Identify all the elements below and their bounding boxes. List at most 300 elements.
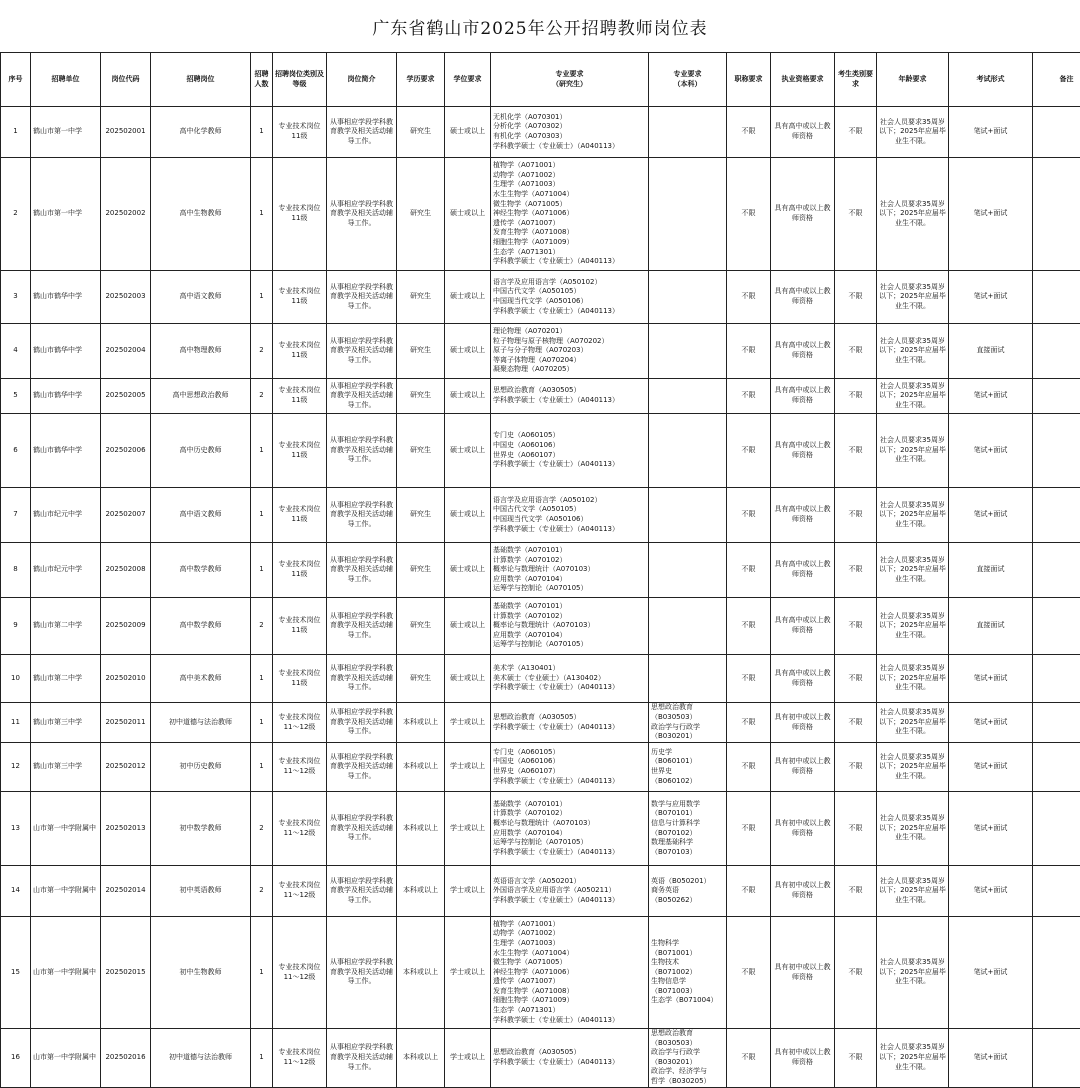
page-title: 广东省鹤山市2025年公开招聘教师岗位表 — [372, 18, 708, 39]
cell-post: 高中思想政治教师 — [151, 379, 251, 414]
cell-major-grad: 基础数学（A070101） 计算数学（A070102） 概率论与数理统计（A070103） 应用数学（A070104） 运筹学与控制论（A070105） 学科教学硕士（专业硕士）（A040113） — [491, 792, 649, 866]
cell-no: 10 — [1, 655, 31, 703]
cell-title-req: 不限 — [727, 324, 771, 379]
cell-intro: 从事相应学段学科教育教学及相关活动辅导工作。 — [327, 107, 397, 158]
cell-level: 专业技术岗位 11级 — [273, 271, 327, 324]
table-row — [1, 158, 1080, 271]
header-col-category: 考生类别要求 — [835, 53, 877, 107]
cell-edu: 研究生 — [397, 107, 445, 158]
cell-exam: 笔试+面试 — [949, 158, 1033, 271]
cell-note — [1033, 543, 1080, 598]
cell-age: 社会人员要求35周岁以下；2025年应届毕业生不限。 — [877, 598, 949, 655]
cell-note — [1033, 917, 1080, 1029]
cell-num: 2 — [251, 792, 273, 866]
cell-category: 不限 — [835, 107, 877, 158]
cell-major-ug — [649, 655, 727, 703]
cell-edu: 本科或以上 — [397, 866, 445, 917]
cell-level: 专业技术岗位 11级 — [273, 324, 327, 379]
cell-level: 专业技术岗位 11级 — [273, 655, 327, 703]
cell-intro: 从事相应学段学科教育教学及相关活动辅导工作。 — [327, 414, 397, 488]
cell-major-ug: 英语（B050201） 商务英语 （B050262） — [649, 866, 727, 917]
cell-category: 不限 — [835, 488, 877, 543]
header-col-level: 招聘岗位类别及等级 — [273, 53, 327, 107]
cell-code: 202502003 — [101, 271, 151, 324]
cell-qual: 具有初中或以上教师资格 — [771, 792, 835, 866]
recruitment-table — [0, 52, 1080, 1088]
cell-exam: 直接面试 — [949, 543, 1033, 598]
cell-level: 专业技术岗位 11级 — [273, 488, 327, 543]
cell-major-ug: 生物科学 （B071001） 生物技术 （B071002） 生物信息学 （B071003） 生态学（B071004） — [649, 917, 727, 1029]
cell-no: 12 — [1, 743, 31, 792]
cell-num: 1 — [251, 917, 273, 1029]
table-row — [1, 866, 1080, 917]
cell-intro: 从事相应学段学科教育教学及相关活动辅导工作。 — [327, 655, 397, 703]
cell-post: 高中语文教师 — [151, 271, 251, 324]
cell-level: 专业技术岗位 11级 — [273, 414, 327, 488]
cell-no: 6 — [1, 414, 31, 488]
cell-exam: 直接面试 — [949, 598, 1033, 655]
cell-age: 社会人员要求35周岁以下；2025年应届毕业生不限。 — [877, 703, 949, 743]
cell-age: 社会人员要求35周岁以下；2025年应届毕业生不限。 — [877, 271, 949, 324]
table-row — [1, 598, 1080, 655]
cell-code: 202502001 — [101, 107, 151, 158]
table-row — [1, 271, 1080, 324]
cell-major-grad: 植物学（A071001） 动物学（A071002） 生理学（A071003） 水生生物学（A071004） 微生物学（A071005） 神经生物学（A071006） 遗传学（A071007） 发育生物学（A071008） 细胞生物学（A071009） 生态学（A071301） 学科教学硕士（专业硕士）（A040113） — [491, 917, 649, 1029]
cell-category: 不限 — [835, 1029, 877, 1088]
cell-intro: 从事相应学段学科教育教学及相关活动辅导工作。 — [327, 792, 397, 866]
cell-degree: 学士或以上 — [445, 917, 491, 1029]
cell-code: 202502002 — [101, 158, 151, 271]
cell-qual: 具有高中或以上教师资格 — [771, 158, 835, 271]
cell-major-ug: 思想政治教育 （B030503） 政治学与行政学 （B030201） 政治学、经济学与 哲学（B030205） — [649, 1029, 727, 1088]
cell-qual: 具有初中或以上教师资格 — [771, 917, 835, 1029]
cell-degree: 硕士或以上 — [445, 107, 491, 158]
header-col-age: 年龄要求 — [877, 53, 949, 107]
cell-major-grad: 思想政治教育（A030505） 学科教学硕士（专业硕士）（A040113） — [491, 703, 649, 743]
cell-major-grad: 基础数学（A070101） 计算数学（A070102） 概率论与数理统计（A070103） 应用数学（A070104） 运筹学与控制论（A070105） — [491, 543, 649, 598]
cell-num: 2 — [251, 379, 273, 414]
table-body — [1, 107, 1080, 1088]
table-row — [1, 543, 1080, 598]
cell-major-ug: 历史学 （B060101） 世界史 （B060102） — [649, 743, 727, 792]
cell-degree: 硕士或以上 — [445, 379, 491, 414]
cell-edu: 研究生 — [397, 324, 445, 379]
cell-qual: 具有高中或以上教师资格 — [771, 414, 835, 488]
cell-major-grad: 理论物理（A070201） 粒子物理与原子核物理（A070202） 原子与分子物理（A070203） 等离子体物理（A070204） 凝聚态物理（A070205） — [491, 324, 649, 379]
cell-unit: 鹤山市第三中学 — [31, 743, 101, 792]
cell-note — [1033, 743, 1080, 792]
cell-level: 专业技术岗位 11级 — [273, 598, 327, 655]
cell-degree: 硕士或以上 — [445, 271, 491, 324]
cell-intro: 从事相应学段学科教育教学及相关活动辅导工作。 — [327, 324, 397, 379]
table-row — [1, 107, 1080, 158]
cell-edu: 研究生 — [397, 379, 445, 414]
cell-note — [1033, 107, 1080, 158]
cell-num: 1 — [251, 1029, 273, 1088]
cell-code: 202502009 — [101, 598, 151, 655]
cell-qual: 具有初中或以上教师资格 — [771, 866, 835, 917]
cell-intro: 从事相应学段学科教育教学及相关活动辅导工作。 — [327, 917, 397, 1029]
cell-title-req: 不限 — [727, 414, 771, 488]
cell-no: 8 — [1, 543, 31, 598]
cell-edu: 研究生 — [397, 414, 445, 488]
cell-age: 社会人员要求35周岁以下；2025年应届毕业生不限。 — [877, 158, 949, 271]
cell-num: 1 — [251, 543, 273, 598]
cell-num: 2 — [251, 866, 273, 917]
cell-no: 13 — [1, 792, 31, 866]
cell-major-ug — [649, 379, 727, 414]
cell-post: 初中生物教师 — [151, 917, 251, 1029]
cell-num: 1 — [251, 488, 273, 543]
cell-no: 7 — [1, 488, 31, 543]
cell-note — [1033, 1029, 1080, 1088]
cell-qual: 具有初中或以上教师资格 — [771, 743, 835, 792]
cell-age: 社会人员要求35周岁以下；2025年应届毕业生不限。 — [877, 379, 949, 414]
header-col-no: 序号 — [1, 53, 31, 107]
cell-code: 202502014 — [101, 866, 151, 917]
cell-intro: 从事相应学段学科教育教学及相关活动辅导工作。 — [327, 158, 397, 271]
cell-major-grad: 专门史（A060105） 中国史（A060106） 世界史（A060107） 学科教学硕士（专业硕士）（A040113） — [491, 414, 649, 488]
cell-category: 不限 — [835, 703, 877, 743]
cell-category: 不限 — [835, 324, 877, 379]
cell-unit: 山市第一中学附属中 — [31, 792, 101, 866]
cell-degree: 硕士或以上 — [445, 414, 491, 488]
cell-post: 高中物理教师 — [151, 324, 251, 379]
cell-level: 专业技术岗位 11级 — [273, 543, 327, 598]
cell-level: 专业技术岗位 11～12级 — [273, 703, 327, 743]
cell-major-grad: 思想政治教育（A030505） 学科教学硕士（专业硕士）（A040113） — [491, 379, 649, 414]
cell-exam: 笔试+面试 — [949, 1029, 1033, 1088]
cell-unit: 鹤山市第二中学 — [31, 598, 101, 655]
cell-qual: 具有高中或以上教师资格 — [771, 324, 835, 379]
cell-degree: 硕士或以上 — [445, 324, 491, 379]
cell-note — [1033, 598, 1080, 655]
cell-degree: 硕士或以上 — [445, 598, 491, 655]
cell-intro: 从事相应学段学科教育教学及相关活动辅导工作。 — [327, 543, 397, 598]
cell-age: 社会人员要求35周岁以下；2025年应届毕业生不限。 — [877, 792, 949, 866]
cell-qual: 具有高中或以上教师资格 — [771, 543, 835, 598]
cell-title-req: 不限 — [727, 271, 771, 324]
cell-title-req: 不限 — [727, 379, 771, 414]
cell-degree: 硕士或以上 — [445, 655, 491, 703]
cell-category: 不限 — [835, 743, 877, 792]
cell-qual: 具有高中或以上教师资格 — [771, 598, 835, 655]
header-col-edu: 学历要求 — [397, 53, 445, 107]
cell-intro: 从事相应学段学科教育教学及相关活动辅导工作。 — [327, 488, 397, 543]
cell-major-grad: 无机化学（A070301） 分析化学（A070302） 有机化学（A070303） 学科教学硕士（专业硕士）（A040113） — [491, 107, 649, 158]
cell-intro: 从事相应学段学科教育教学及相关活动辅导工作。 — [327, 271, 397, 324]
cell-post: 初中英语教师 — [151, 866, 251, 917]
cell-degree: 硕士或以上 — [445, 158, 491, 271]
cell-major-ug: 数学与应用数学 （B070101） 信息与计算科学 （B070102） 数理基础科学 （B070103） — [649, 792, 727, 866]
header-col-exam: 考试形式 — [949, 53, 1033, 107]
cell-qual: 具有高中或以上教师资格 — [771, 655, 835, 703]
cell-major-ug — [649, 324, 727, 379]
table-header-row — [1, 53, 1080, 107]
cell-exam: 笔试+面试 — [949, 655, 1033, 703]
cell-code: 202502016 — [101, 1029, 151, 1088]
cell-major-grad: 植物学（A071001） 动物学（A071002） 生理学（A071003） 水生生物学（A071004） 微生物学（A071005） 神经生物学（A071006） 遗传学（A071007） 发育生物学（A071008） 细胞生物学（A071009） 生态学（A071301） 学科教学硕士（专业硕士）（A040113） — [491, 158, 649, 271]
cell-age: 社会人员要求35周岁以下；2025年应届毕业生不限。 — [877, 866, 949, 917]
cell-title-req: 不限 — [727, 543, 771, 598]
cell-code: 202502011 — [101, 703, 151, 743]
table-row — [1, 743, 1080, 792]
cell-intro: 从事相应学段学科教育教学及相关活动辅导工作。 — [327, 1029, 397, 1088]
cell-category: 不限 — [835, 866, 877, 917]
cell-exam: 笔试+面试 — [949, 379, 1033, 414]
cell-no: 16 — [1, 1029, 31, 1088]
cell-title-req: 不限 — [727, 158, 771, 271]
cell-no: 11 — [1, 703, 31, 743]
cell-num: 2 — [251, 324, 273, 379]
cell-exam: 笔试+面试 — [949, 703, 1033, 743]
cell-degree: 学士或以上 — [445, 1029, 491, 1088]
cell-post: 初中道德与法治教师 — [151, 703, 251, 743]
cell-unit: 山市第一中学附属中 — [31, 866, 101, 917]
cell-num: 1 — [251, 414, 273, 488]
cell-level: 专业技术岗位 11～12级 — [273, 917, 327, 1029]
cell-edu: 本科或以上 — [397, 917, 445, 1029]
cell-degree: 学士或以上 — [445, 792, 491, 866]
cell-edu: 研究生 — [397, 543, 445, 598]
cell-age: 社会人员要求35周岁以下；2025年应届毕业生不限。 — [877, 917, 949, 1029]
cell-level: 专业技术岗位 11级 — [273, 379, 327, 414]
cell-code: 202502012 — [101, 743, 151, 792]
cell-edu: 研究生 — [397, 488, 445, 543]
cell-qual: 具有高中或以上教师资格 — [771, 107, 835, 158]
cell-post: 高中化学教师 — [151, 107, 251, 158]
cell-code: 202502005 — [101, 379, 151, 414]
cell-edu: 研究生 — [397, 598, 445, 655]
cell-unit: 鹤山市纪元中学 — [31, 488, 101, 543]
cell-major-ug — [649, 158, 727, 271]
cell-level: 专业技术岗位 11级 — [273, 158, 327, 271]
cell-exam: 笔试+面试 — [949, 271, 1033, 324]
cell-age: 社会人员要求35周岁以下；2025年应届毕业生不限。 — [877, 488, 949, 543]
cell-major-ug — [649, 488, 727, 543]
cell-unit: 鹤山市第一中学 — [31, 107, 101, 158]
cell-intro: 从事相应学段学科教育教学及相关活动辅导工作。 — [327, 598, 397, 655]
cell-note — [1033, 703, 1080, 743]
cell-unit: 鹤山市鹤华中学 — [31, 414, 101, 488]
cell-intro: 从事相应学段学科教育教学及相关活动辅导工作。 — [327, 379, 397, 414]
cell-edu: 本科或以上 — [397, 703, 445, 743]
cell-edu: 研究生 — [397, 655, 445, 703]
cell-title-req: 不限 — [727, 655, 771, 703]
cell-exam: 笔试+面试 — [949, 866, 1033, 917]
cell-post: 初中历史教师 — [151, 743, 251, 792]
cell-category: 不限 — [835, 414, 877, 488]
cell-degree: 学士或以上 — [445, 703, 491, 743]
cell-degree: 学士或以上 — [445, 866, 491, 917]
cell-title-req: 不限 — [727, 1029, 771, 1088]
cell-major-grad: 思想政治教育（A030505） 学科教学硕士（专业硕士）（A040113） — [491, 1029, 649, 1088]
cell-exam: 笔试+面试 — [949, 743, 1033, 792]
cell-num: 1 — [251, 743, 273, 792]
cell-age: 社会人员要求35周岁以下；2025年应届毕业生不限。 — [877, 743, 949, 792]
cell-qual: 具有初中或以上教师资格 — [771, 1029, 835, 1088]
cell-age: 社会人员要求35周岁以下；2025年应届毕业生不限。 — [877, 414, 949, 488]
table-row — [1, 703, 1080, 743]
cell-post: 高中数学教师 — [151, 543, 251, 598]
cell-note — [1033, 792, 1080, 866]
cell-major-grad: 专门史（A060105） 中国史（A060106） 世界史（A060107） 学科教学硕士（专业硕士）（A040113） — [491, 743, 649, 792]
cell-code: 202502008 — [101, 543, 151, 598]
cell-note — [1033, 379, 1080, 414]
cell-unit: 鹤山市鹤华中学 — [31, 379, 101, 414]
cell-category: 不限 — [835, 543, 877, 598]
cell-category: 不限 — [835, 917, 877, 1029]
cell-degree: 硕士或以上 — [445, 488, 491, 543]
cell-major-grad: 语言学及应用语言学（A050102） 中国古代文学（A050105） 中国现当代文学（A050106） 学科教学硕士（专业硕士）（A040113） — [491, 488, 649, 543]
header-col-title: 职称要求 — [727, 53, 771, 107]
cell-category: 不限 — [835, 158, 877, 271]
cell-qual: 具有高中或以上教师资格 — [771, 488, 835, 543]
header-col-post: 招聘岗位 — [151, 53, 251, 107]
cell-title-req: 不限 — [727, 488, 771, 543]
cell-post: 高中历史教师 — [151, 414, 251, 488]
cell-no: 9 — [1, 598, 31, 655]
cell-major-ug — [649, 271, 727, 324]
header-col-note: 备注 — [1033, 53, 1080, 107]
cell-no: 15 — [1, 917, 31, 1029]
cell-exam: 笔试+面试 — [949, 488, 1033, 543]
cell-unit: 山市第一中学附属中 — [31, 1029, 101, 1088]
cell-post: 初中数学教师 — [151, 792, 251, 866]
cell-category: 不限 — [835, 792, 877, 866]
header-col-degree: 学位要求 — [445, 53, 491, 107]
cell-title-req: 不限 — [727, 107, 771, 158]
cell-note — [1033, 866, 1080, 917]
table-row — [1, 379, 1080, 414]
cell-major-grad: 基础数学（A070101） 计算数学（A070102） 概率论与数理统计（A070103） 应用数学（A070104） 运筹学与控制论（A070105） — [491, 598, 649, 655]
cell-no: 2 — [1, 158, 31, 271]
cell-age: 社会人员要求35周岁以下；2025年应届毕业生不限。 — [877, 655, 949, 703]
cell-unit: 山市第一中学附属中 — [31, 917, 101, 1029]
table-row — [1, 1029, 1080, 1088]
cell-edu: 研究生 — [397, 271, 445, 324]
cell-exam: 笔试+面试 — [949, 792, 1033, 866]
cell-exam: 笔试+面试 — [949, 414, 1033, 488]
cell-code: 202502007 — [101, 488, 151, 543]
table-row — [1, 792, 1080, 866]
cell-note — [1033, 158, 1080, 271]
cell-qual: 具有初中或以上教师资格 — [771, 703, 835, 743]
cell-title-req: 不限 — [727, 598, 771, 655]
cell-age: 社会人员要求35周岁以下；2025年应届毕业生不限。 — [877, 1029, 949, 1088]
cell-major-grad: 语言学及应用语言学（A050102） 中国古代文学（A050105） 中国现当代文学（A050106） 学科教学硕士（专业硕士）（A040113） — [491, 271, 649, 324]
cell-title-req: 不限 — [727, 866, 771, 917]
header-col-unit: 招聘单位 — [31, 53, 101, 107]
header-col-num: 招聘人数 — [251, 53, 273, 107]
cell-qual: 具有高中或以上教师资格 — [771, 379, 835, 414]
cell-note — [1033, 488, 1080, 543]
cell-unit: 鹤山市纪元中学 — [31, 543, 101, 598]
cell-major-ug: 思想政治教育 （B030503） 政治学与行政学 （B030201） — [649, 703, 727, 743]
cell-code: 202502006 — [101, 414, 151, 488]
cell-note — [1033, 655, 1080, 703]
cell-major-ug — [649, 107, 727, 158]
cell-num: 1 — [251, 271, 273, 324]
cell-category: 不限 — [835, 271, 877, 324]
cell-edu: 本科或以上 — [397, 792, 445, 866]
cell-no: 1 — [1, 107, 31, 158]
cell-category: 不限 — [835, 598, 877, 655]
cell-post: 高中数学教师 — [151, 598, 251, 655]
header-col-major-grad: 专业要求 （研究生） — [491, 53, 649, 107]
cell-unit: 鹤山市第二中学 — [31, 655, 101, 703]
cell-major-ug — [649, 598, 727, 655]
cell-category: 不限 — [835, 655, 877, 703]
cell-title-req: 不限 — [727, 917, 771, 1029]
cell-note — [1033, 324, 1080, 379]
cell-note — [1033, 414, 1080, 488]
cell-intro: 从事相应学段学科教育教学及相关活动辅导工作。 — [327, 743, 397, 792]
cell-no: 14 — [1, 866, 31, 917]
cell-level: 专业技术岗位 11～12级 — [273, 792, 327, 866]
cell-exam: 直接面试 — [949, 324, 1033, 379]
cell-edu: 研究生 — [397, 158, 445, 271]
cell-num: 1 — [251, 107, 273, 158]
cell-qual: 具有高中或以上教师资格 — [771, 271, 835, 324]
header-col-code: 岗位代码 — [101, 53, 151, 107]
table-row — [1, 488, 1080, 543]
header-col-qual: 执业资格要求 — [771, 53, 835, 107]
cell-major-ug — [649, 414, 727, 488]
cell-intro: 从事相应学段学科教育教学及相关活动辅导工作。 — [327, 703, 397, 743]
cell-exam: 笔试+面试 — [949, 107, 1033, 158]
cell-code: 202502010 — [101, 655, 151, 703]
cell-edu: 本科或以上 — [397, 1029, 445, 1088]
cell-intro: 从事相应学段学科教育教学及相关活动辅导工作。 — [327, 866, 397, 917]
cell-unit: 鹤山市鹤华中学 — [31, 271, 101, 324]
cell-num: 2 — [251, 598, 273, 655]
cell-age: 社会人员要求35周岁以下；2025年应届毕业生不限。 — [877, 107, 949, 158]
cell-title-req: 不限 — [727, 792, 771, 866]
cell-level: 专业技术岗位 11级 — [273, 107, 327, 158]
cell-num: 1 — [251, 158, 273, 271]
cell-num: 1 — [251, 655, 273, 703]
cell-unit: 鹤山市鹤华中学 — [31, 324, 101, 379]
cell-edu: 本科或以上 — [397, 743, 445, 792]
cell-post: 高中语文教师 — [151, 488, 251, 543]
cell-code: 202502004 — [101, 324, 151, 379]
cell-unit: 鹤山市第三中学 — [31, 703, 101, 743]
cell-no: 4 — [1, 324, 31, 379]
cell-post: 高中生物教师 — [151, 158, 251, 271]
cell-num: 1 — [251, 703, 273, 743]
cell-major-grad: 英语语言文学（A050201） 外国语言学及应用语言学（A050211） 学科教学硕士（专业硕士）（A040113） — [491, 866, 649, 917]
table-row — [1, 324, 1080, 379]
cell-degree: 硕士或以上 — [445, 543, 491, 598]
table-row — [1, 655, 1080, 703]
header-col-intro: 岗位简介 — [327, 53, 397, 107]
table-row — [1, 917, 1080, 1029]
header-col-major-ug: 专业要求 （本科） — [649, 53, 727, 107]
cell-title-req: 不限 — [727, 703, 771, 743]
cell-degree: 学士或以上 — [445, 743, 491, 792]
cell-level: 专业技术岗位 11～12级 — [273, 1029, 327, 1088]
cell-code: 202502013 — [101, 792, 151, 866]
cell-post: 高中美术教师 — [151, 655, 251, 703]
cell-level: 专业技术岗位 11～12级 — [273, 743, 327, 792]
cell-major-grad: 美术学（A130401） 美术硕士（专业硕士）（A130402） 学科教学硕士（专业硕士）（A040113） — [491, 655, 649, 703]
cell-major-ug — [649, 543, 727, 598]
cell-exam: 笔试+面试 — [949, 917, 1033, 1029]
table-row — [1, 414, 1080, 488]
cell-post: 初中道德与法治教师 — [151, 1029, 251, 1088]
cell-no: 3 — [1, 271, 31, 324]
